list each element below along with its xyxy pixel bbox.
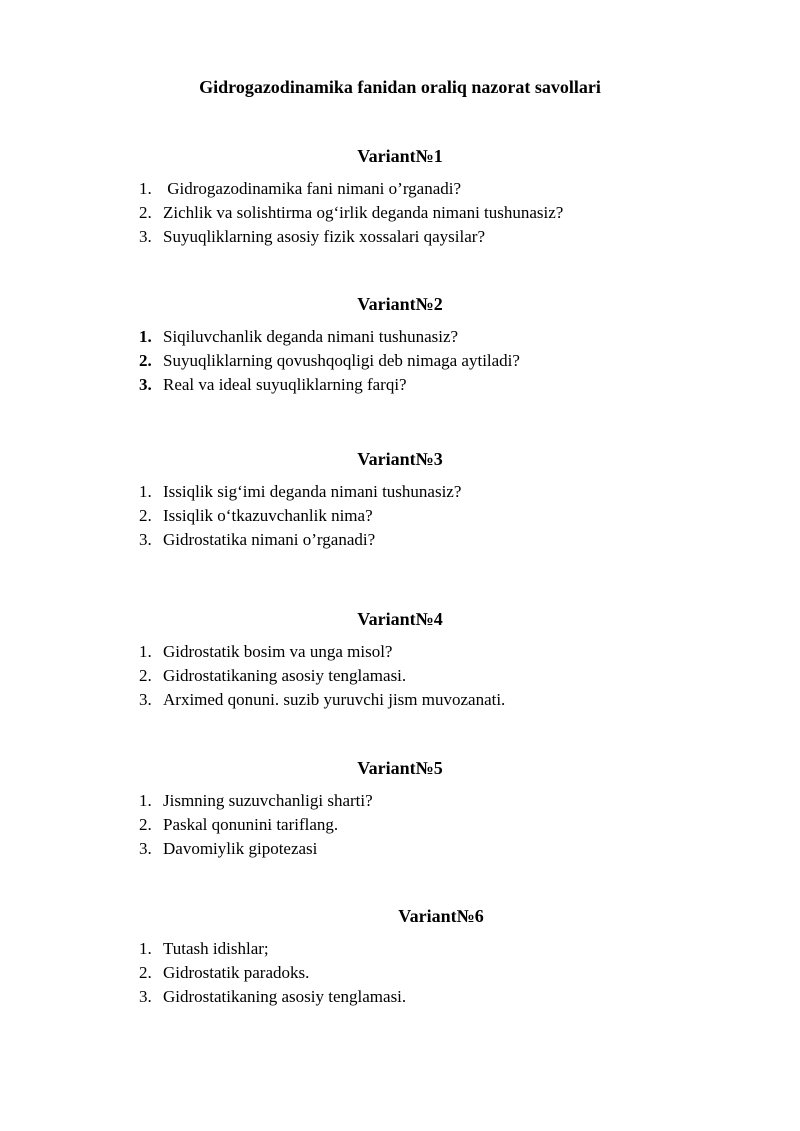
question-text: Gidrogazodinamika fani nimani o’rganadi? xyxy=(163,179,462,198)
question-list xyxy=(0,937,800,1009)
question-text: Davomiylik gipotezasi xyxy=(163,839,318,858)
question-item xyxy=(0,325,800,349)
question-number: 1. xyxy=(139,482,152,501)
question-number: 1. xyxy=(139,179,152,198)
question-item xyxy=(0,528,800,552)
question-list xyxy=(0,325,800,397)
question-list xyxy=(0,789,800,861)
question-list xyxy=(0,177,800,249)
variant-heading: Variant№5 xyxy=(357,758,443,778)
question-item xyxy=(0,373,800,397)
question-text: Suyuqliklarning asosiy fizik xossalari qaysilar? xyxy=(163,227,485,246)
question-item xyxy=(0,225,800,249)
question-text: Paskal qonunini tariflang. xyxy=(163,815,339,834)
question-number: 2. xyxy=(139,203,152,222)
question-number: 2. xyxy=(139,666,152,685)
question-item xyxy=(0,349,800,373)
question-item xyxy=(0,480,800,504)
question-text: Gidrostatik paradoks. xyxy=(163,963,310,982)
question-item xyxy=(0,985,800,1009)
question-text: Issiqlik o‘tkazuvchanlik nima? xyxy=(163,506,373,525)
variant-section-3 xyxy=(0,448,800,552)
variant-section-5 xyxy=(0,757,800,861)
question-number: 1. xyxy=(139,642,152,661)
question-number: 1. xyxy=(139,327,152,346)
question-number: 2. xyxy=(139,506,152,525)
question-list xyxy=(0,640,800,712)
variant-section-2 xyxy=(0,293,800,397)
variant-section-4 xyxy=(0,608,800,712)
question-item xyxy=(0,201,800,225)
question-number: 3. xyxy=(139,227,152,246)
question-number: 2. xyxy=(139,815,152,834)
variant-heading: Variant№4 xyxy=(357,609,443,629)
variant-heading: Variant№6 xyxy=(398,906,484,926)
variant-section-6 xyxy=(0,905,800,1009)
question-text: Gidrostatikaning asosiy tenglamasi. xyxy=(163,987,407,1006)
variant-heading: Variant№1 xyxy=(357,146,443,166)
variant-section-1 xyxy=(0,145,800,249)
question-list xyxy=(0,480,800,552)
question-number: 3. xyxy=(139,375,152,394)
question-number: 2. xyxy=(139,963,152,982)
question-text: Suyuqliklarning qovushqoqligi deb nimaga aytiladi? xyxy=(163,351,520,370)
question-text: Tutash idishlar; xyxy=(163,939,269,958)
question-item xyxy=(0,961,800,985)
question-item xyxy=(0,664,800,688)
question-item xyxy=(0,640,800,664)
question-item xyxy=(0,813,800,837)
question-text: Gidrostatik bosim va unga misol? xyxy=(163,642,393,661)
question-item xyxy=(0,504,800,528)
document-title: Gidrogazodinamika fanidan oraliq nazorat savollari xyxy=(199,77,601,97)
question-item xyxy=(0,688,800,712)
question-number: 1. xyxy=(139,939,152,958)
question-item xyxy=(0,837,800,861)
variant-heading: Variant№3 xyxy=(357,449,443,469)
question-text: Gidrostatikaning asosiy tenglamasi. xyxy=(163,666,407,685)
question-number: 2. xyxy=(139,351,152,370)
question-number: 3. xyxy=(139,839,152,858)
question-text: Jismning suzuvchanligi sharti? xyxy=(163,791,373,810)
question-text: Real va ideal suyuqliklarning farqi? xyxy=(163,375,407,394)
question-text: Siqiluvchanlik deganda nimani tushunasiz? xyxy=(163,327,459,346)
question-text: Gidrostatika nimani o’rganadi? xyxy=(163,530,376,549)
question-text: Issiqlik sig‘imi deganda nimani tushunasiz? xyxy=(163,482,462,501)
question-text: Zichlik va solishtirma og‘irlik deganda nimani tushunasiz? xyxy=(163,203,564,222)
question-number: 3. xyxy=(139,987,152,1006)
question-item xyxy=(0,177,800,201)
question-number: 1. xyxy=(139,791,152,810)
question-number: 3. xyxy=(139,530,152,549)
question-number: 3. xyxy=(139,690,152,709)
question-item xyxy=(0,937,800,961)
variant-heading: Variant№2 xyxy=(357,294,443,314)
question-item xyxy=(0,789,800,813)
question-text: Arximed qonuni. suzib yuruvchi jism muvozanati. xyxy=(163,690,506,709)
